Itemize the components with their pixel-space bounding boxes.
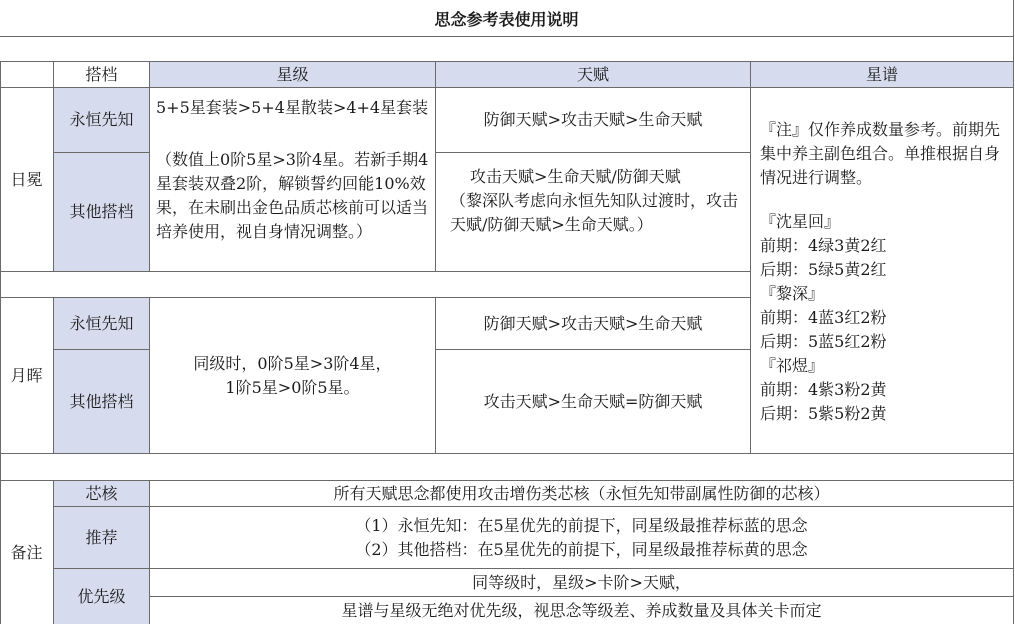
- group-early: 前期：4蓝3红2粉: [760, 308, 887, 327]
- blank-row-1: [0, 37, 1013, 62]
- group-late: 后期：5紫5粉2黄: [760, 404, 887, 423]
- star-chart-panel: [751, 88, 1013, 454]
- frame-left: [0, 62, 1, 624]
- header-star-chart: 星谱: [751, 62, 1013, 88]
- remarks-recommend-text: [150, 507, 1013, 569]
- remarks-core-label: 芯核: [54, 481, 150, 507]
- yuehui-talent-others: 攻击天赋>生命天赋=防御天赋: [436, 350, 751, 454]
- rimi-star-line1: 5+5星套装>5+4星散装>4+4星套装: [156, 98, 429, 117]
- header-talent: 天赋: [436, 62, 751, 88]
- yuehui-talent-eternal-prophet: 防御天赋>攻击天赋>生命天赋: [436, 298, 751, 350]
- rimi-partner-others: 其他搭档: [54, 153, 150, 272]
- rimi-talent-others: [436, 153, 751, 272]
- blank-row-2: [0, 272, 751, 298]
- section-yuehui-label: 月晖: [0, 298, 54, 454]
- yuehui-star-level: [150, 298, 436, 454]
- yuehui-star-line2: 1阶5星>0阶5星。: [225, 377, 360, 397]
- blank-row-3: [0, 454, 1013, 481]
- frame-right: [1013, 0, 1014, 624]
- group-name: 『祁煜』: [760, 356, 825, 375]
- yuehui-partner-eternal-prophet: 永恒先知: [54, 298, 150, 350]
- group-early: 前期：4绿3黄2红: [760, 236, 887, 255]
- rimi-talent-others-note: （黎深队考虑向永恒先知队过渡时，攻击天赋/防御天赋>生命天赋。）: [450, 191, 739, 234]
- remarks-priority-line2: 星谱与星级无绝对优先级，视思念等级差、养成数量及具体关卡而定: [341, 600, 822, 620]
- rimi-partner-eternal-prophet: 永恒先知: [54, 88, 150, 153]
- star-chart-group: [760, 210, 1007, 282]
- remarks-label: 备注: [0, 481, 54, 624]
- header-star-level: 星级: [150, 62, 436, 88]
- group-early: 前期：4紫3粉2黄: [760, 380, 887, 399]
- header-empty: [0, 62, 54, 88]
- yuehui-partner-others: 其他搭档: [54, 350, 150, 454]
- star-chart-group: [760, 282, 1007, 354]
- remarks-priority-label: 优先级: [54, 569, 150, 624]
- recommend-line1: （1）永恒先知：在5星优先的前提下，同星级最推荐标蓝的思念: [355, 515, 808, 535]
- group-late: 后期：5蓝5红2粉: [760, 332, 887, 351]
- sheet-title: 思念参考表使用说明: [0, 0, 1013, 37]
- remarks-core-text: 所有天赋思念都使用攻击增伤类芯核（永恒先知带副属性防御的芯核）: [150, 481, 1013, 507]
- star-chart-group: [760, 354, 1007, 426]
- group-late: 后期：5绿5黄2红: [760, 260, 887, 279]
- section-rimi-label: 日冕: [0, 88, 54, 272]
- header-partner: 搭档: [54, 62, 150, 88]
- rimi-talent-others-line1: 攻击天赋>生命天赋/防御天赋: [470, 167, 681, 186]
- group-name: 『黎深』: [760, 284, 825, 303]
- yuehui-star-line1: 同级时，0阶5星>3阶4星，: [193, 353, 392, 373]
- remarks-priority-line1: 同等级时，星级>卡阶>天赋，: [150, 569, 1013, 597]
- recommend-line2: （2）其他搭档：在5星优先的前提下，同星级最推荐标黄的思念: [355, 539, 808, 559]
- star-chart-note: 『注』仅作养成数量参考。前期先集中养主副色组合。单推根据自身情况进行调整。: [760, 120, 1001, 187]
- rimi-star-note: （数值上0阶5星>3阶4星。若新手期4星套装双叠2阶，解锁誓约回能10%效果，在未刷出金色品质芯核前可以适当培养使用，视自身情况调整。）: [156, 150, 429, 241]
- remarks-recommend-label: 推荐: [54, 507, 150, 569]
- rimi-talent-eternal-prophet: 防御天赋>攻击天赋>生命天赋: [436, 88, 751, 153]
- group-name: 『沈星回』: [760, 212, 841, 231]
- rimi-star-level: [150, 88, 436, 272]
